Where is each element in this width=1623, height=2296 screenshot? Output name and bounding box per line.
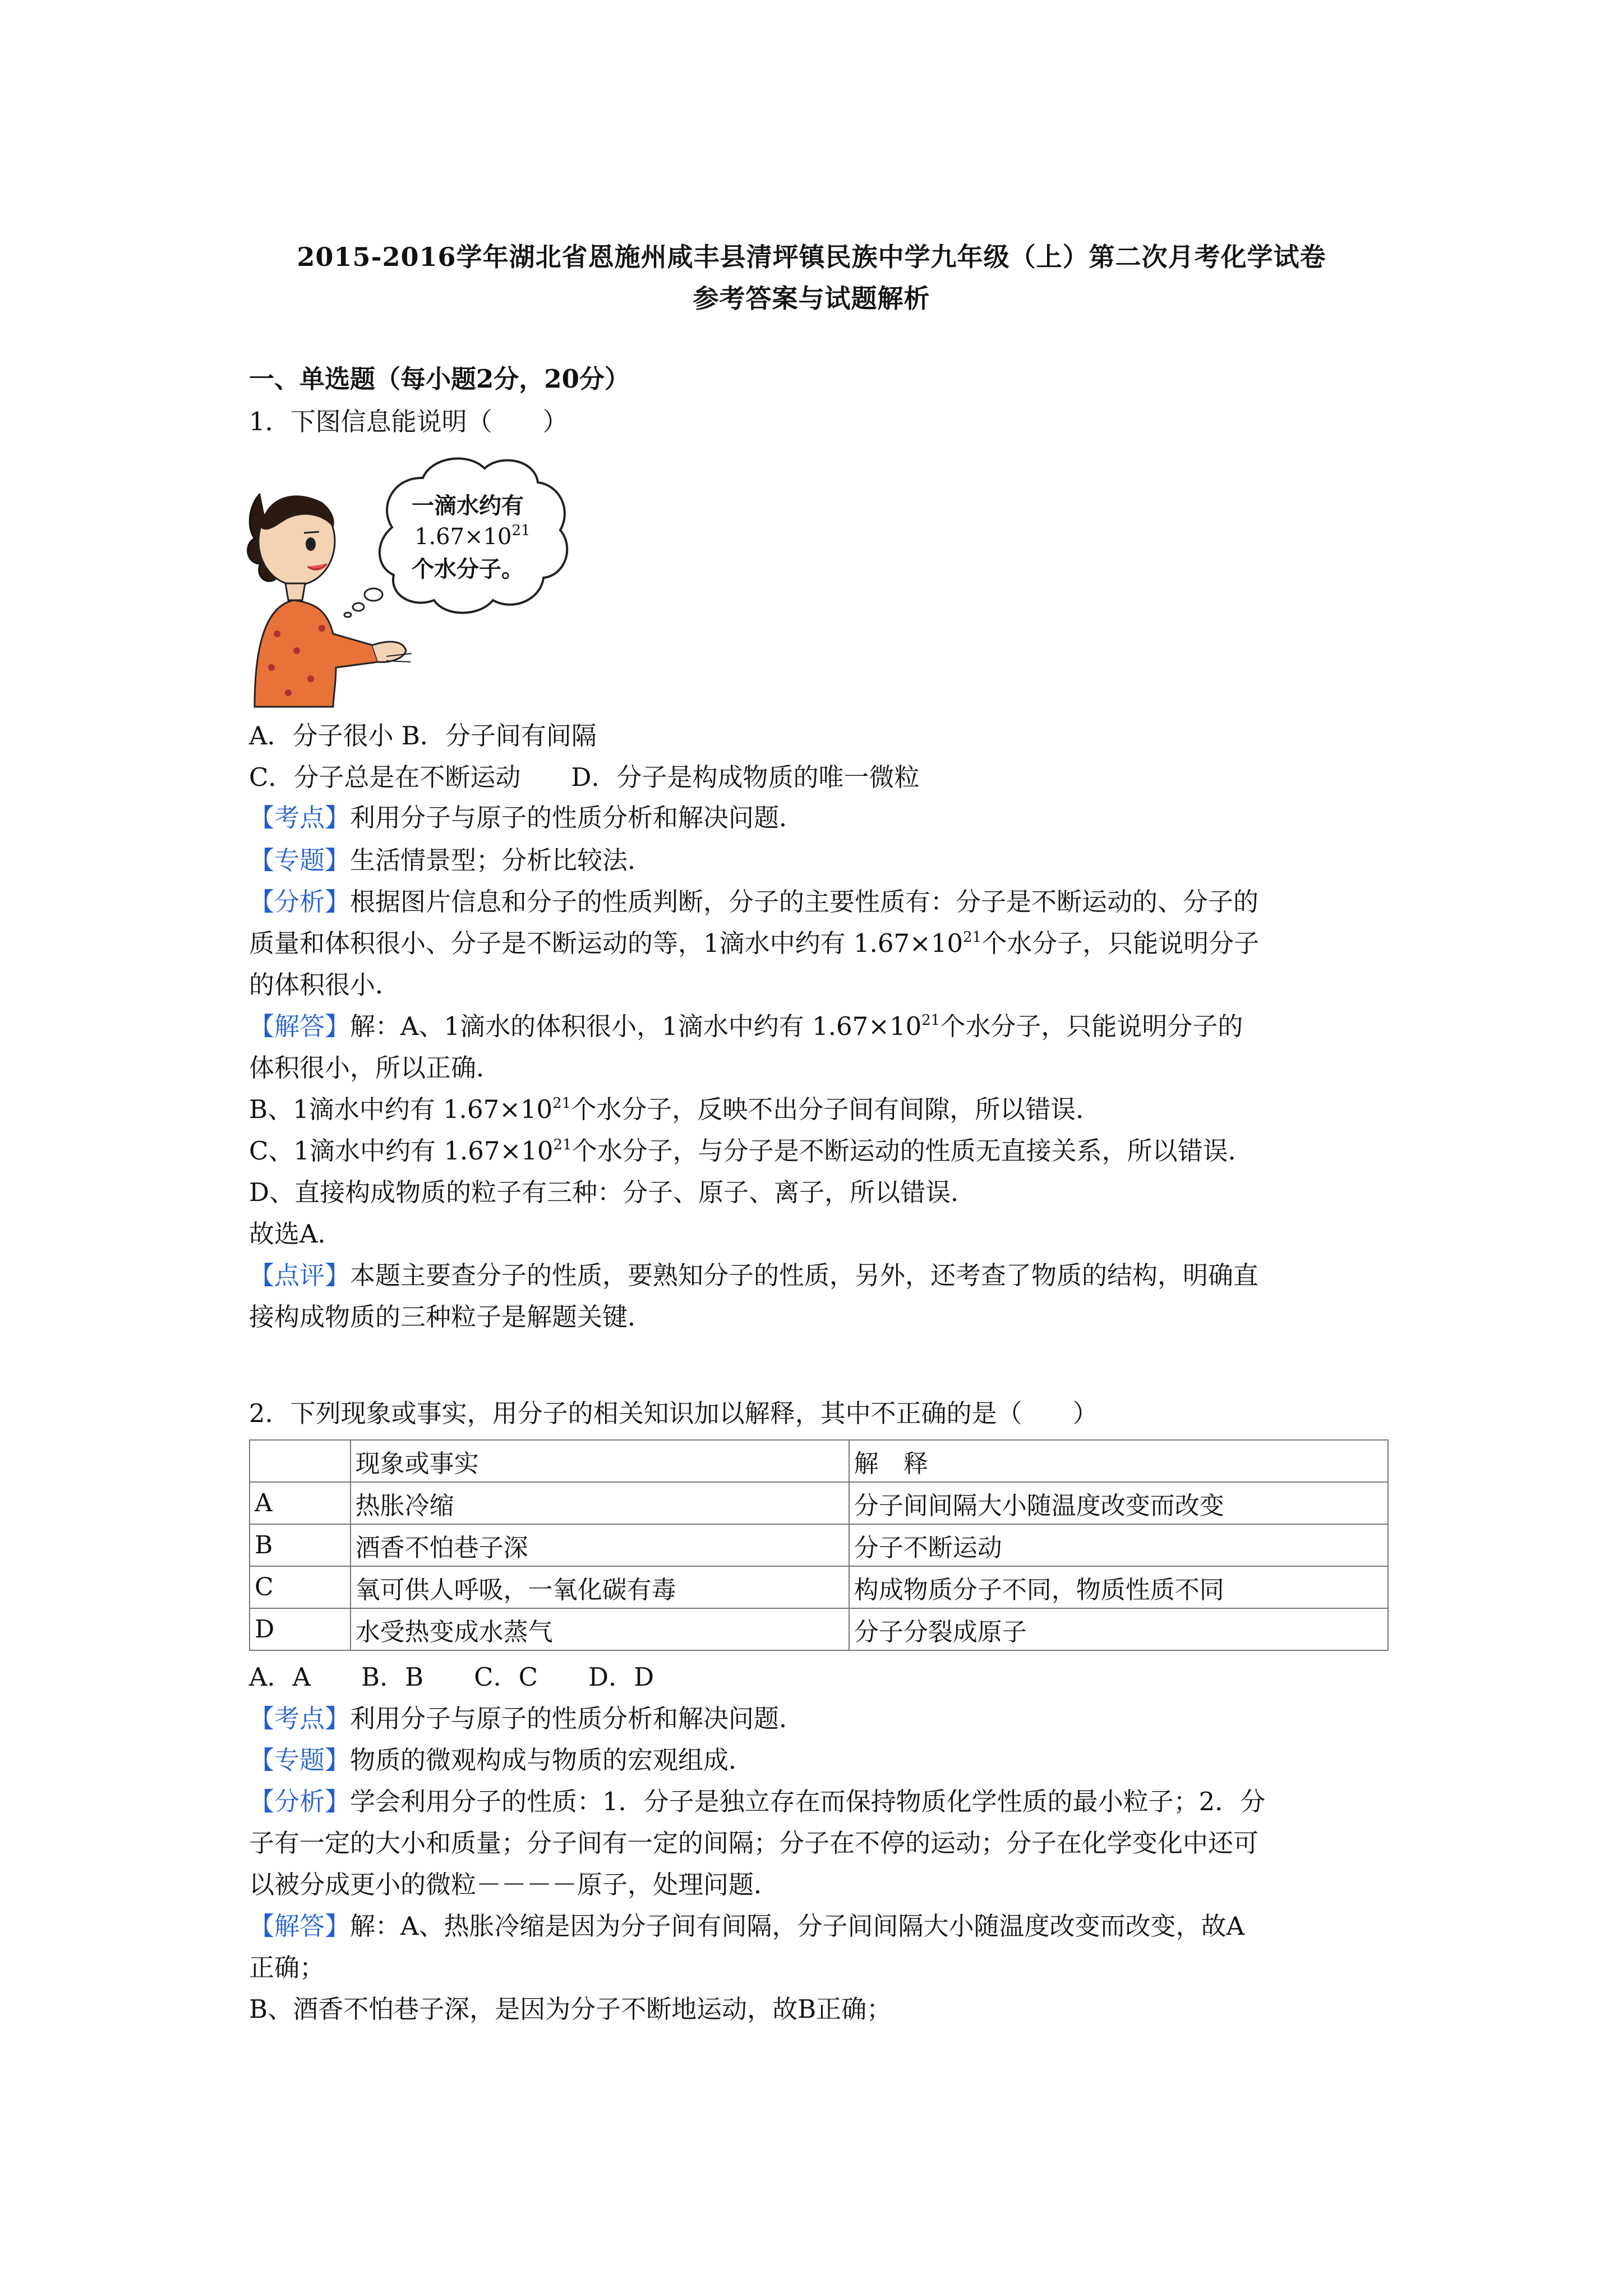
q1-jieda-line4: C、1滴水中约有 $1.67\times 10^{21}$个水分子，与分子是不断运动的性质无直接关系，所以错误． <box>249 1136 1253 1166</box>
tag-jieda: 【解答】 <box>249 1911 351 1941</box>
document-title: 2015-2016学年湖北省恩施州咸丰县清坪镇民族中学九年级（上）第二次月考化学试卷 <box>297 242 1326 272</box>
table-header-cell <box>250 1440 351 1482</box>
table-row <box>250 1482 1388 1524</box>
table-cell: 水受热变成水蒸气 <box>351 1608 849 1650</box>
tag-dianping: 【点评】 <box>249 1260 351 1290</box>
table-cell: 酒香不怕巷子深 <box>351 1524 849 1566</box>
q2-fenxi-line2: 子有一定的大小和质量；分子间有一定的间隔；分子在不停的运动；分子在化学变化中还可 <box>249 1828 1259 1858</box>
q1-stem: 1．下图信息能说明（ ） <box>249 407 568 436</box>
q1-options-cd: C．分子总是在不断运动 D．分子是构成物质的唯一微粒 <box>249 762 920 792</box>
q2-table <box>249 1439 1389 1651</box>
table-header-cell: 解 释 <box>849 1440 1388 1482</box>
q2-jieda-line3: B、酒香不怕巷子深，是因为分子不断地运动，故B正确； <box>249 1994 892 2024</box>
girl-with-thought-bubble-illustration <box>243 443 591 712</box>
q1-options-ab: A．分子很小 B．分子间有间隔 <box>249 721 597 751</box>
table-row <box>250 1566 1388 1608</box>
q2-stem: 2．下列现象或事实，用分子的相关知识加以解释，其中不正确的是（ ） <box>249 1398 1098 1428</box>
tag-kaodian: 【考点】 <box>249 803 351 832</box>
tag-jieda: 【解答】 <box>249 1011 351 1041</box>
table-header-cell: 现象或事实 <box>351 1440 849 1482</box>
q1-fenxi-line2: 质量和体积很小、分子是不断运动的等，1滴水中约有 $1.67\times 10^{21}$个水分子，只能说明分子 <box>249 928 1260 958</box>
table-cell: 分子间间隔大小随温度改变而改变 <box>849 1482 1388 1524</box>
bubble-line1: 一滴水约有 <box>412 493 524 519</box>
q1-jieda-line5: D、直接构成物质的粒子有三种：分子、原子、离子，所以错误． <box>249 1177 976 1207</box>
table-cell: 分子不断运动 <box>849 1524 1388 1566</box>
q2-jieda-line2: 正确； <box>249 1953 325 1982</box>
document-subtitle: 参考答案与试题解析 <box>693 283 930 314</box>
table-cell: 热胀冷缩 <box>351 1482 849 1524</box>
q1-zhuanti: 【专题】生活情景型；分析比较法． <box>249 845 653 875</box>
tag-zhuanti: 【专题】 <box>249 845 351 875</box>
q1-fenxi-line1: 【分析】根据图片信息和分子的性质判断，分子的主要性质有：分子是不断运动的、分子的 <box>249 887 1259 917</box>
tag-fenxi: 【分析】 <box>249 887 351 917</box>
bubble-line3: 个水分子。 <box>412 556 524 582</box>
table-row <box>250 1608 1388 1650</box>
table-cell: B <box>250 1524 351 1566</box>
table-cell: 分子分裂成原子 <box>849 1608 1388 1650</box>
table-cell: 氧可供人呼吸，一氧化碳有毒 <box>351 1566 849 1608</box>
q1-jieda-line2: 体积很小，所以正确． <box>249 1053 502 1083</box>
q2-kaodian: 【考点】利用分子与原子的性质分析和解决问题． <box>249 1704 805 1733</box>
q2-options: A．A B．B C．C D．D <box>249 1662 654 1692</box>
q2-zhuanti: 【专题】物质的微观构成与物质的宏观组成． <box>249 1745 754 1775</box>
bubble-line2: $1.67\times 10^{21}$ <box>414 522 531 550</box>
q2-fenxi-line3: 以被分成更小的微粒－－－－原子，处理问题． <box>249 1870 780 1899</box>
tag-zhuanti: 【专题】 <box>249 1745 351 1775</box>
table-header-row <box>250 1440 1388 1482</box>
q1-dianping-line1: 【点评】本题主要查分子的性质，要熟知分子的性质，另外，还考查了物质的结构，明确直 <box>249 1260 1259 1290</box>
table-cell: D <box>250 1608 351 1650</box>
q1-jieda-line3: B、1滴水中约有 $1.67\times 10^{21}$个水分子，反映不出分子间有间隙，所以错误． <box>249 1094 1101 1124</box>
q2-jieda-line1: 【解答】解：A、热胀冷缩是因为分子间有间隔，分子间间隔大小随温度改变而改变，故A <box>249 1911 1245 1941</box>
table-cell: A <box>250 1482 351 1524</box>
q1-illustration <box>243 443 591 712</box>
tag-kaodian: 【考点】 <box>249 1704 351 1733</box>
q1-jieda-line1: 【解答】解：A、1滴水的体积很小，1滴水中约有 $1.67\times 10^{21}$个水分子，只能说明分子的 <box>249 1011 1243 1041</box>
tag-fenxi: 【分析】 <box>249 1787 351 1816</box>
q1-dianping-line2: 接构成物质的三种粒子是解题关键． <box>249 1302 653 1332</box>
section-heading: 一、单选题（每小题2分，20分） <box>249 364 630 394</box>
q1-answer: 故选A． <box>249 1219 343 1249</box>
table-cell: 构成物质分子不同，物质性质不同 <box>849 1566 1388 1608</box>
table-row <box>250 1524 1388 1566</box>
q2-fenxi-line1: 【分析】学会利用分子的性质：1．分子是独立存在而保持物质化学性质的最小粒子；2．分 <box>249 1787 1266 1816</box>
q1-kaodian: 【考点】利用分子与原子的性质分析和解决问题． <box>249 803 805 832</box>
q1-fenxi-line3: 的体积很小． <box>249 970 401 1000</box>
table-cell: C <box>250 1566 351 1608</box>
